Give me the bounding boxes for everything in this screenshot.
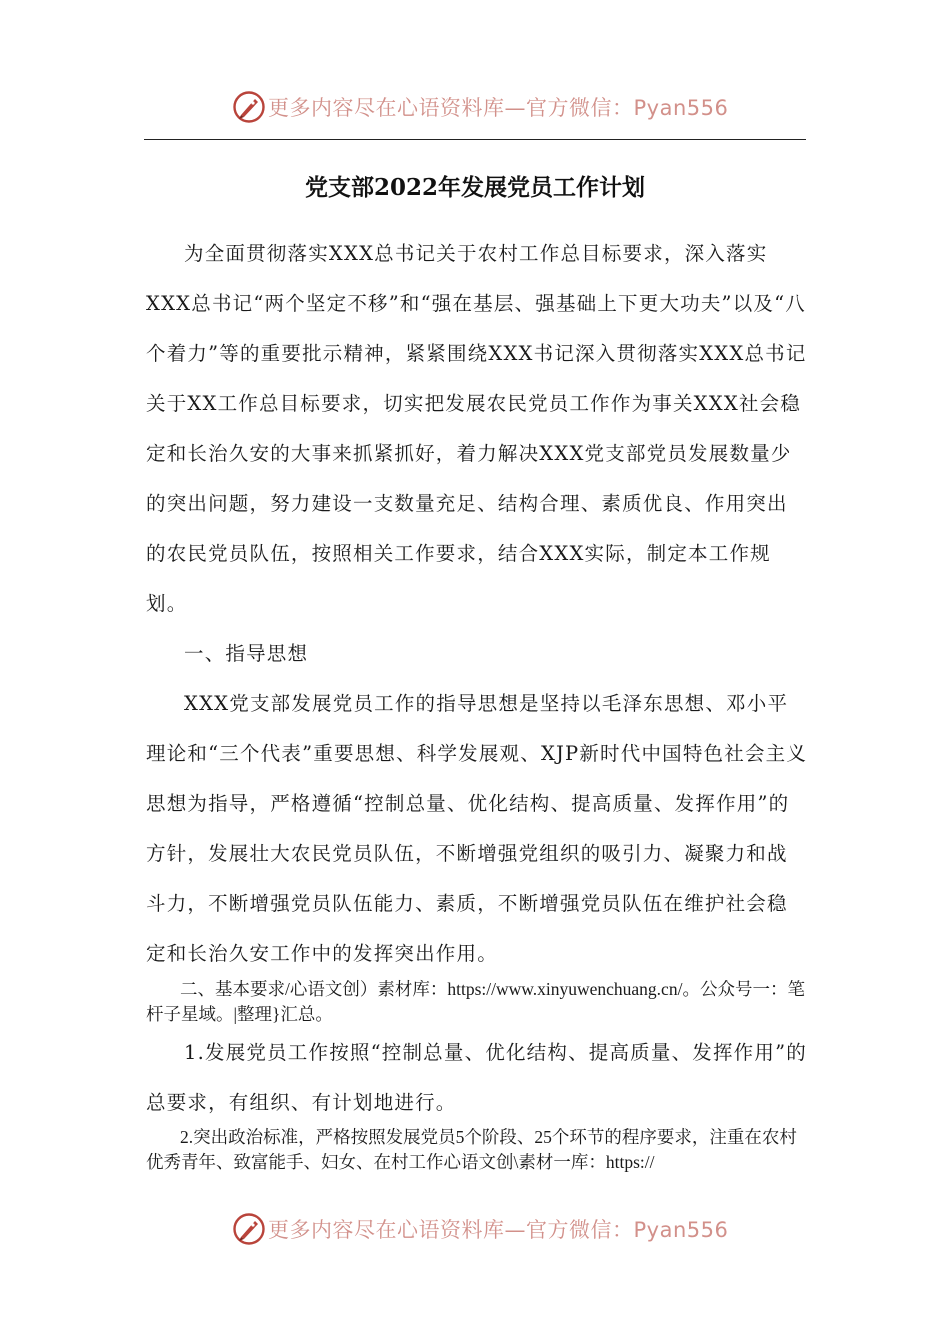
section-heading-basic-requirements: 二、基本要求/心语文创）素材库：https://www.xinyuwenchuang.cn/。公众号一：笔杆子星域。|整理}汇总。 [146, 979, 805, 1024]
header-divider [144, 139, 806, 140]
header-banner [0, 86, 950, 138]
document-title: 党支部2022年发展党员工作计划 [304, 174, 645, 201]
paragraph-requirement-1: 1.发展党员工作按照“控制总量、优化结构、提高质量、发挥作用”的总要求，有组织、有计划地进行。 [146, 1041, 807, 1114]
paragraph-requirement-2: 2.突出政治标准，严格按照发展党员5个阶段、25个环节的程序要求，注重在农村优秀青年、致富能手、妇女、在村工作心语文创\素材一库：https:// [146, 1127, 797, 1172]
pen-logo-icon [232, 90, 266, 124]
paragraph-guiding-ideology: XXX党支部发展党员工作的指导思想是坚持以毛泽东思想、邓小平理论和“三个代表”重要思想、科学发展观、XJP新时代中国特色社会主义思想为指导，严格遵循“控制总量、优化结构、提高质量、发挥作用”的方针，发展壮大农民党员队伍，不断增强党组织的吸引力、凝聚力和战斗力，不断增强党员队伍能力、素质，不断增强党员队伍在维护社会稳定和长治久安工作中的发挥突出作用。 [146, 692, 808, 965]
header-banner-text: 更多内容尽在心语资料库—官方微信：Pyan556 [268, 96, 729, 120]
footer-banner [0, 1208, 950, 1260]
paragraph-intro: 为全面贯彻落实XXX总书记关于农村工作总目标要求，深入落实XXX总书记“两个坚定不移”和“强在基层、强基础上下更大功夫”以及“八个着力”等的重要批示精神，紧紧围绕XXX书记深入贯彻落实XXX总书记关于XX工作总目标要求，切实把发展农民党员工作作为事关XXX社会稳定和长治久安的大事来抓紧抓好，着力解决XXX党支部党员发展数量少的突出问题，努力建设一支数量充足、结构合理、素质优良、作用突出的农民党员队伍，按照相关工作要求，结合XXX实际，制定本工作规划。 [146, 242, 807, 615]
footer-banner-text: 更多内容尽在心语资料库—官方微信：Pyan556 [268, 1218, 729, 1242]
section-heading-guiding-ideology: 一、指导思想 [184, 642, 309, 665]
pen-logo-icon [232, 1212, 266, 1246]
